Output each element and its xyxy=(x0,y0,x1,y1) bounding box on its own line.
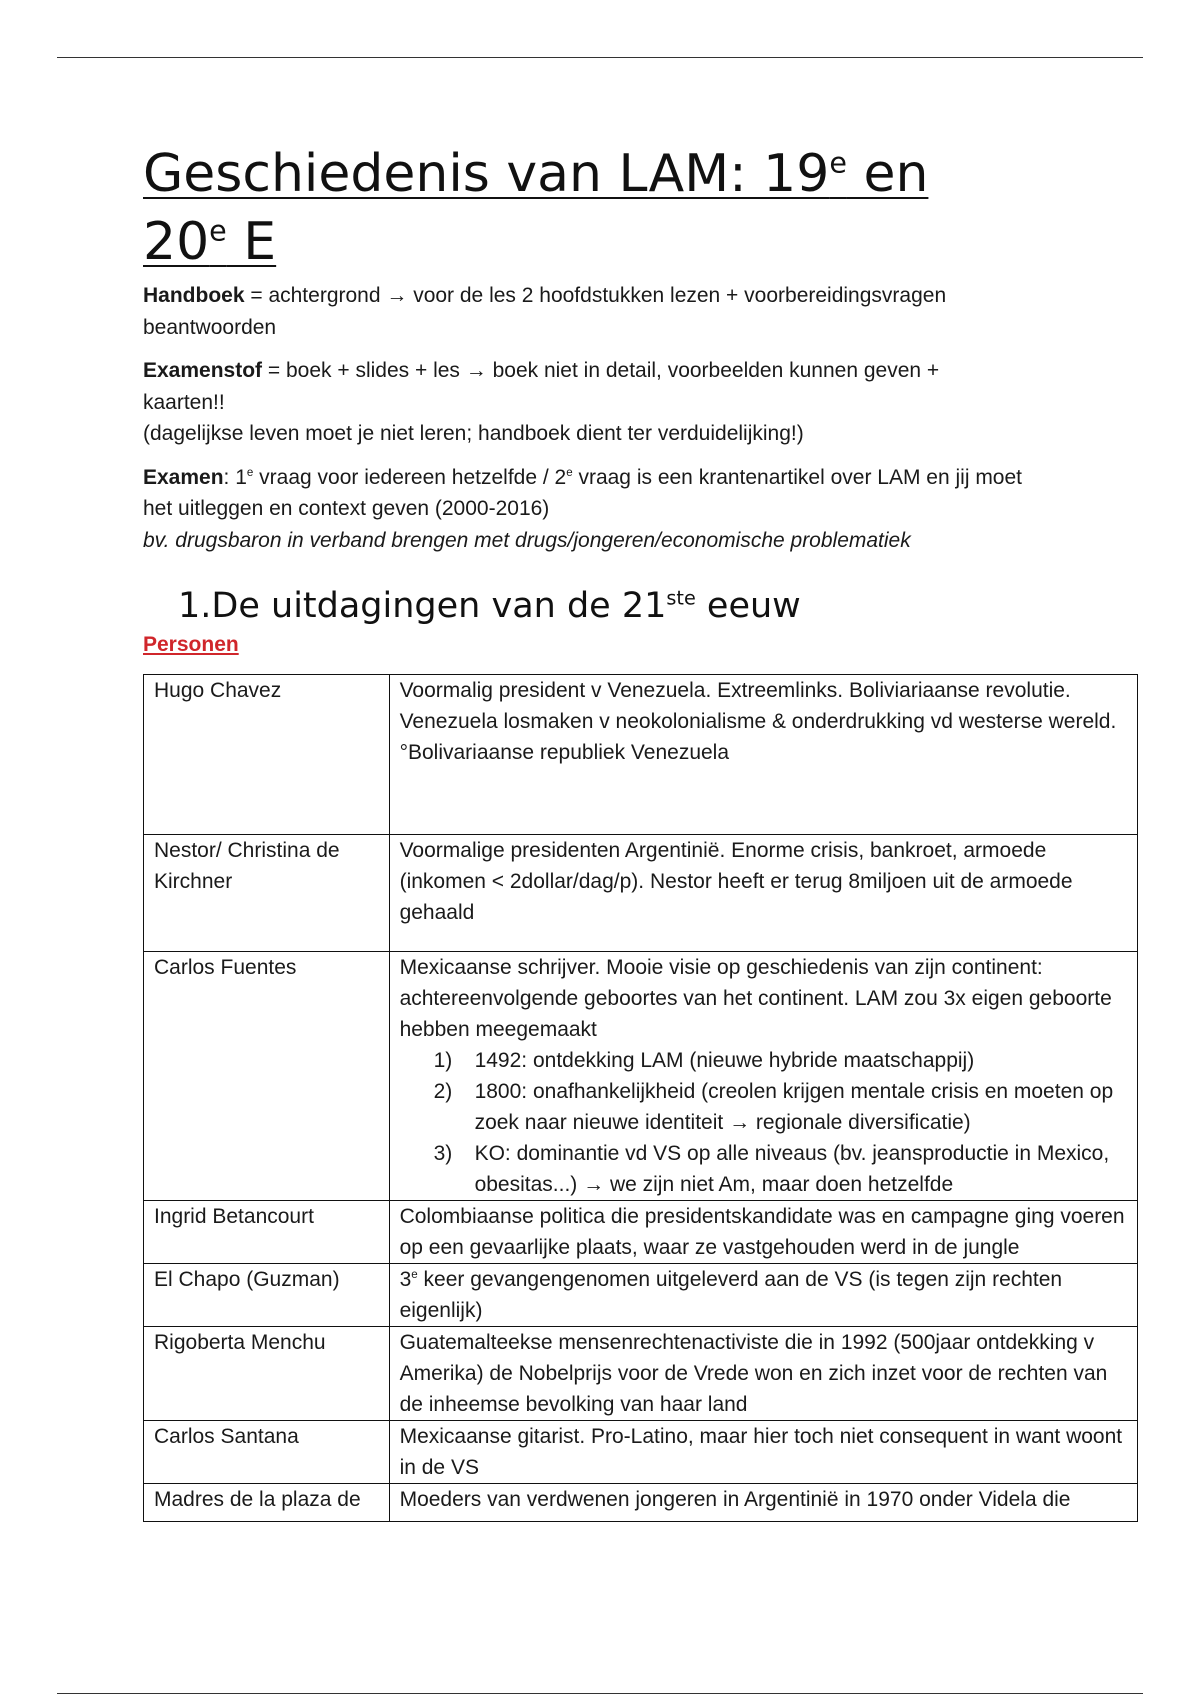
table-row xyxy=(144,1421,1138,1484)
section-heading: 1.De uitdagingen van de 21ste eeuw xyxy=(178,586,801,626)
person-description: Voormalig president v Venezuela. Extreemlinks. Boliviariaanse revolutie. Venezuela losmaken v neokolonialisme & onderdrukking vd westerse wereld. °Bolivariaanse republiek Venezuela xyxy=(389,675,1137,835)
examen-label: Examen xyxy=(143,465,224,489)
person-description: 3e keer gevangengenomen uitgeleverd aan de VS (is tegen zijn rechten eigenlijk) xyxy=(389,1264,1137,1327)
person-name: El Chapo (Guzman) xyxy=(144,1264,390,1327)
person-description: Colombiaanse politica die presidentskandidate was en campagne ging voeren op een gevaarlijke plaats, waar ze vastgehouden werd in de jungle xyxy=(389,1201,1137,1264)
list-item: 1) 1492: ontdekking LAM (nieuwe hybride maatschappij) xyxy=(433,1049,975,1072)
person-name: Ingrid Betancourt xyxy=(144,1201,390,1264)
footer-rule xyxy=(57,1693,1143,1694)
births-list xyxy=(400,1045,1127,1200)
table-row xyxy=(144,1327,1138,1421)
table-row xyxy=(144,1264,1138,1327)
table-row xyxy=(144,1201,1138,1264)
document-page xyxy=(143,140,1143,1522)
examen-paragraph: Examen: 1e vraag voor iedereen hetzelfde / 2e vraag is een krantenartikel over LAM en jij moet het uitleggen en context geven (2000-2016) bv. drugsbaron in verband brengen met drugs/jongeren/economische problematiek xyxy=(143,465,1023,552)
examenstof-paragraph: Examenstof = boek + slides + les → boek niet in detail, voorbeelden kunnen geven + kaarten!! (dagelijkse leven moet je niet leren; handboek dient ter verduidelijking!) xyxy=(143,359,940,445)
persons-table xyxy=(143,674,1138,1522)
list-item: 2) 1800: onafhankelijkheid (creolen krijgen mentale crisis en moeten op zoek naar nieuwe identiteit → regionale diversificatie) xyxy=(433,1080,1114,1134)
person-description: Guatemalteekse mensenrechtenactiviste die in 1992 (500jaar ontdekking v Amerika) de Nobelprijs voor de Vrede won en zich inzet voor de rechten van de inheemse bevolking van haar land xyxy=(389,1327,1137,1421)
table-row xyxy=(144,675,1138,835)
handboek-paragraph: Handboek = achtergrond → voor de les 2 hoofdstukken lezen + voorbereidingsvragen beantwoorden xyxy=(143,284,947,339)
handboek-label: Handboek xyxy=(143,284,245,307)
list-item: 3) KO: dominantie vd VS op alle niveaus (bv. jeansproductie in Mexico, obesitas...) → we zijn niet Am, maar doen hetzelfde xyxy=(433,1142,1110,1196)
examen-example: bv. drugsbaron in verband brengen met drugs/jongeren/economische problematiek xyxy=(143,528,911,552)
table-row xyxy=(144,835,1138,952)
person-name: Carlos Fuentes xyxy=(144,952,390,1201)
person-name: Hugo Chavez xyxy=(144,675,390,835)
person-name: Carlos Santana xyxy=(144,1421,390,1484)
person-name: Madres de la plaza de xyxy=(144,1484,390,1522)
person-name: Nestor/ Christina de Kirchner xyxy=(144,835,390,952)
person-description: Moeders van verdwenen jongeren in Argentinië in 1970 onder Videla die xyxy=(389,1484,1137,1522)
table-row xyxy=(144,1484,1138,1522)
person-description: Voormalige presidenten Argentinië. Enorme crisis, bankroet, armoede (inkomen < 2dollar/dag/p). Nestor heeft er terug 8miljoen uit de armoede gehaald xyxy=(389,835,1137,952)
document-title: Geschiedenis van LAM: 19e en 20e E xyxy=(143,144,929,272)
section-sublabel: Personen xyxy=(143,633,239,656)
person-name: Rigoberta Menchu xyxy=(144,1327,390,1421)
table-row xyxy=(144,952,1138,1201)
examenstof-note: (dagelijkse leven moet je niet leren; handboek dient ter verduidelijking!) xyxy=(143,422,804,445)
examenstof-label: Examenstof xyxy=(143,359,263,382)
header-rule xyxy=(57,57,1143,58)
person-description: Mexicaanse schrijver. Mooie visie op geschiedenis van zijn continent: achtereenvolgende geboortes van het continent. LAM zou 3x eigen geboorte hebben meegemaakt 1) 1492: ontdekking LAM (nieuwe hybride maatschappij) 2) 1800: onafhankelijkheid (creolen krijgen mentale crisis en moeten op zoek naar nieuwe identiteit → regionale diversificatie) 3) KO: dominantie vd VS op alle niveaus (bv. jeansproductie in Mexico, obesitas...) → we zijn niet Am, maar doen hetzelfde xyxy=(389,952,1137,1201)
person-description: Mexicaanse gitarist. Pro-Latino, maar hier toch niet consequent in want woont in de VS xyxy=(389,1421,1137,1484)
